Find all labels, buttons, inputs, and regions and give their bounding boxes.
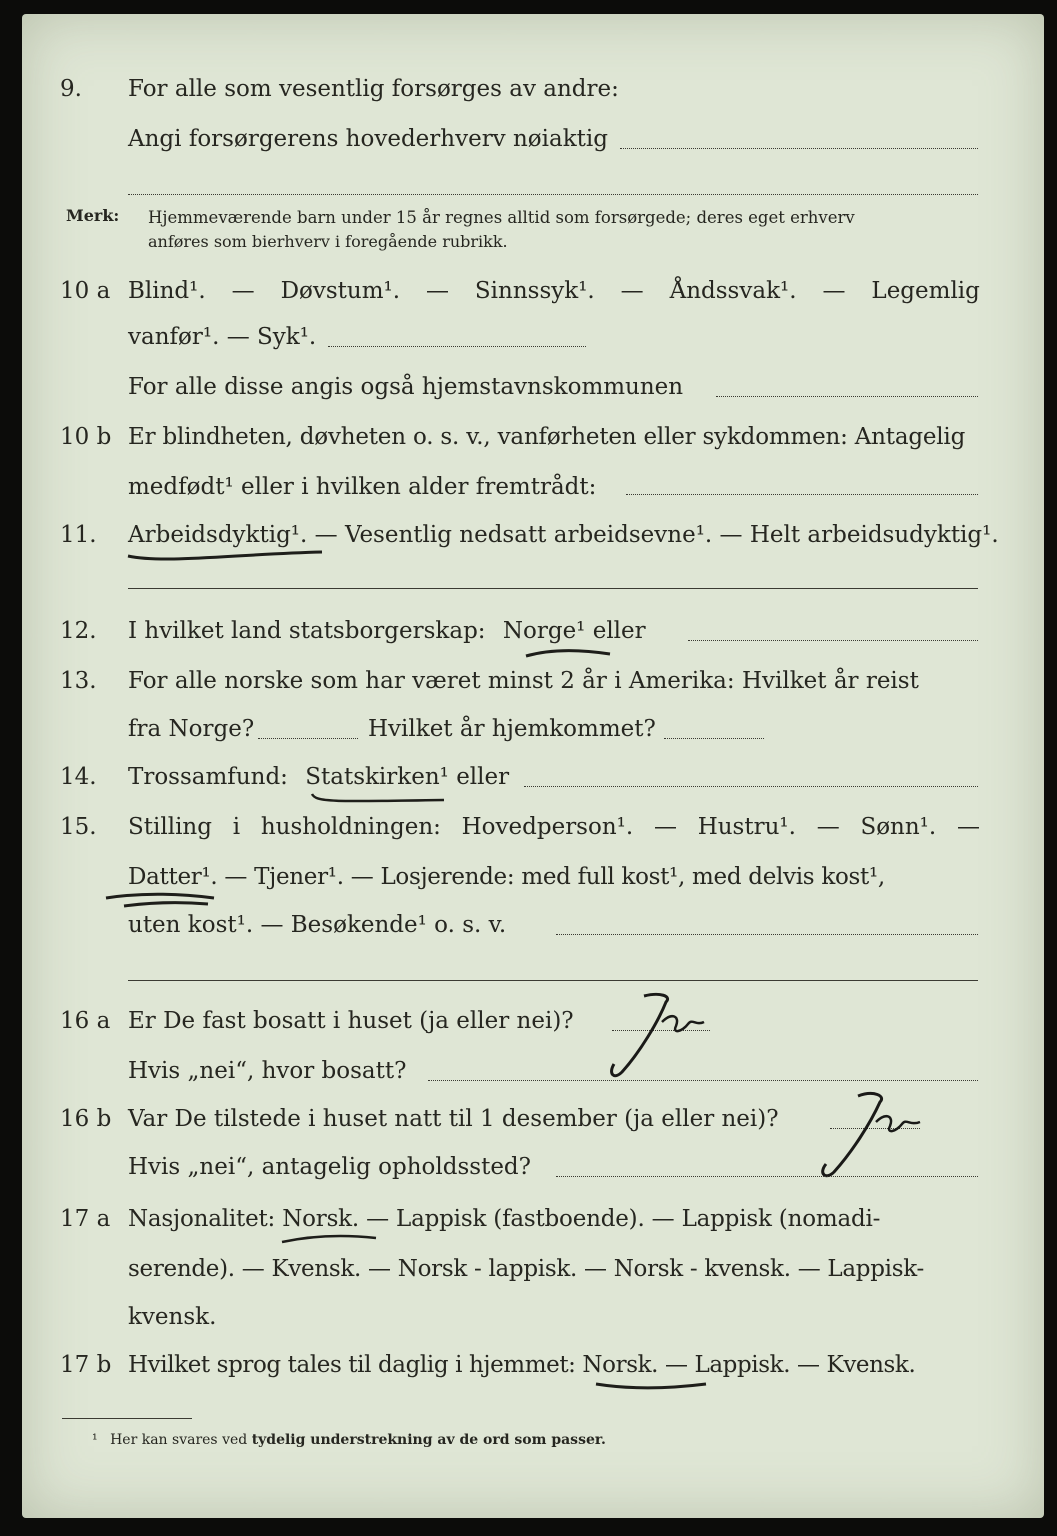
q15-opt-hovedperson: Hovedperson¹.	[461, 814, 634, 840]
q10a-hjemstavn-line	[716, 396, 978, 397]
q17b-number: 17 b	[60, 1352, 112, 1378]
q13-line2b: Hvilket år hjemkommet?	[368, 716, 656, 742]
q13-reist-line	[258, 738, 358, 739]
q12-line	[128, 618, 646, 644]
q12-post: eller	[592, 618, 646, 644]
merk-label: Merk:	[66, 206, 120, 225]
q10a-line2: vanfør¹. — Syk¹.	[128, 324, 317, 350]
q14-answer-line	[524, 786, 978, 787]
q15-dash1: —	[653, 814, 677, 840]
q16a-bosatt-line	[428, 1080, 978, 1081]
merk-line1: Hjemmeværende barn under 15 år regnes alltid som forsørgede; deres eget erhverv	[148, 208, 855, 227]
footnote-rule	[62, 1418, 192, 1419]
q9-answer-line2	[128, 194, 978, 195]
q17a-line3: kvensk.	[128, 1304, 217, 1330]
q9-line2: Angi forsørgerens hovederhverv nøiaktig	[128, 126, 608, 152]
q17a-norsk-underline-mark	[280, 1230, 380, 1248]
q17b-line1: Hvilket sprog tales til daglig i hjemmet: Norsk. — Lappisk. — Kvensk.	[128, 1352, 916, 1378]
q15-w2: i	[232, 814, 241, 840]
q16b-handwritten-answer	[810, 1090, 930, 1184]
q9-line1: For alle som vesentlig forsørges av andre:	[128, 76, 619, 102]
q11-separator	[128, 588, 978, 589]
q13-line1: For alle norske som har været minst 2 år i Amerika: Hvilket år reist	[128, 668, 919, 694]
q13-number: 13.	[60, 668, 97, 694]
q10a-opt-legemlig: Legemlig	[871, 278, 980, 304]
q11-opt-arbeidsdyktig: Arbeidsdyktig¹.	[128, 522, 308, 548]
q11-line	[128, 522, 999, 548]
q10a-line3: For alle disse angis også hjemstavnskommunen	[128, 374, 684, 400]
q10a-dash2: —	[425, 278, 449, 304]
q16b-opholdssted-line	[556, 1176, 978, 1177]
q11-number: 11.	[60, 522, 97, 548]
q10a-answer-line	[328, 346, 586, 347]
q15-line2: Datter¹. — Tjener¹. — Losjerende: med full kost¹, med delvis kost¹,	[128, 864, 885, 890]
q10a-opt-andssvak: Åndssvak¹.	[669, 278, 797, 304]
q14-underline-mark	[310, 790, 450, 810]
footnote	[92, 1432, 606, 1448]
q17a-line2: serende). — Kvensk. — Norsk - lappisk. — Norsk - kvensk. — Lappisk-	[128, 1256, 924, 1282]
footnote-bold: tydelig understrekning av de ord som passer.	[251, 1432, 606, 1448]
merk-line2: anføres som bierhverv i foregående rubrikk.	[148, 232, 508, 251]
footnote-mark: ¹	[92, 1432, 98, 1448]
q11-underline-mark	[126, 548, 326, 568]
q10a-dash4: —	[822, 278, 846, 304]
q14-pre: Trossamfund:	[128, 764, 288, 790]
q14-line	[128, 764, 509, 790]
q10b-number: 10 b	[60, 424, 112, 450]
q14-opt-statskirken: Statskirken¹	[305, 764, 449, 790]
q9-answer-line	[620, 148, 978, 149]
q17b-norsk-underline-mark	[594, 1378, 710, 1396]
q15-opt-sonn: Sønn¹.	[860, 814, 937, 840]
q14-post: eller	[456, 764, 510, 790]
q15-opt-hustru: Hustru¹.	[697, 814, 796, 840]
q15-dash2: —	[816, 814, 840, 840]
q16a-handwritten-answer	[600, 992, 710, 1082]
q16b-number: 16 b	[60, 1106, 112, 1132]
q15-datter-underline-mark	[104, 890, 224, 914]
footnote-pre: Her kan svares ved	[110, 1432, 248, 1448]
q15-dash3: —	[956, 814, 980, 840]
q10a-dash3: —	[620, 278, 644, 304]
q10b-answer-line	[626, 494, 978, 495]
q12-number: 12.	[60, 618, 97, 644]
q10a-opt-blind: Blind¹.	[128, 278, 206, 304]
q15-separator	[128, 980, 978, 981]
q10a-line1	[128, 278, 980, 304]
q15-line1	[128, 814, 980, 840]
q15-answer-line	[556, 934, 978, 935]
q10a-opt-dovstum: Døvstum¹.	[280, 278, 401, 304]
q13-line2a: fra Norge?	[128, 716, 255, 742]
q16b-line1: Var De tilstede i huset natt til 1 desember (ja eller nei)?	[128, 1106, 779, 1132]
q10a-dash1: —	[231, 278, 255, 304]
q10b-line2: medfødt¹ eller i hvilken alder fremtrådt:	[128, 474, 597, 500]
q17a-line1: Nasjonalitet: Norsk. — Lappisk (fastboende). — Lappisk (nomadi-	[128, 1206, 881, 1232]
q16a-line1: Er De fast bosatt i huset (ja eller nei)?	[128, 1008, 574, 1034]
q16b-line2: Hvis „nei“, antagelig opholdssted?	[128, 1154, 531, 1180]
q15-number: 15.	[60, 814, 97, 840]
q15-line3: uten kost¹. — Besøkende¹ o. s. v.	[128, 912, 507, 938]
q12-opt-norge: Norge¹	[502, 618, 586, 644]
q17a-number: 17 a	[60, 1206, 111, 1232]
q16a-line2: Hvis „nei“, hvor bosatt?	[128, 1058, 407, 1084]
q12-underline-mark	[524, 644, 614, 662]
q10a-number: 10 a	[60, 278, 111, 304]
q12-pre: I hvilket land statsborgerskap:	[128, 618, 486, 644]
q14-number: 14.	[60, 764, 97, 790]
q11-rest: — Vesentlig nedsatt arbeidsevne¹. — Helt arbeidsudyktig¹.	[314, 522, 999, 548]
q15-w1: Stilling	[128, 814, 212, 840]
q12-answer-line	[688, 640, 978, 641]
q13-hjemkommet-line	[664, 738, 764, 739]
q10a-opt-sinnssyk: Sinnssyk¹.	[474, 278, 595, 304]
q9-number: 9.	[60, 76, 82, 102]
q15-w3: husholdningen:	[260, 814, 441, 840]
q10b-line1: Er blindheten, døvheten o. s. v., vanførheten eller sykdommen: Antagelig	[128, 424, 966, 450]
q16a-number: 16 a	[60, 1008, 111, 1034]
